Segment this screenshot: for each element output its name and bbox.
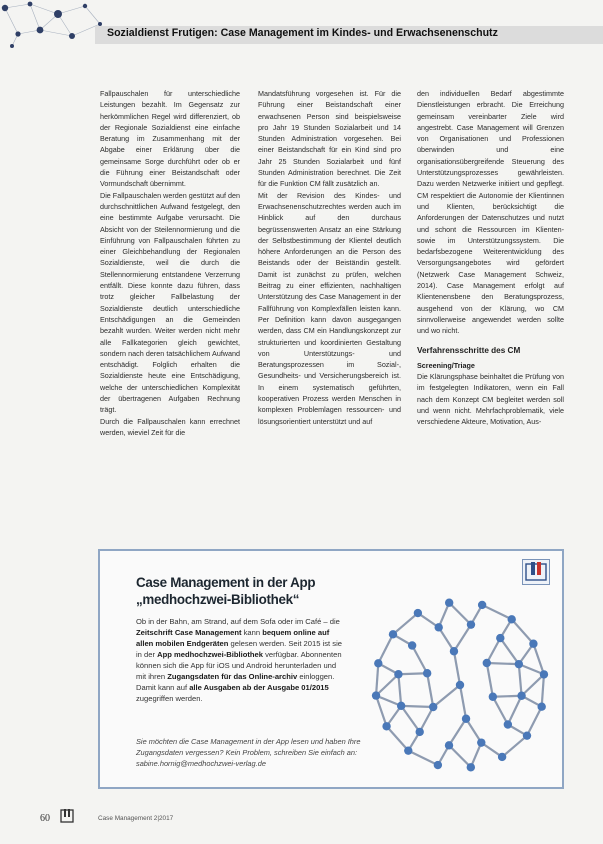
network-node (456, 681, 464, 689)
network-edge (454, 625, 471, 652)
subheading: Screening/Triage (417, 360, 475, 370)
section-heading: Verfahrensschritte des CM (417, 345, 521, 355)
network-node (374, 659, 382, 667)
paragraph: Mit der Revision des Kindes- und Erwachsenenschutzrechtes werden auch im Hinblick auf den durchaus begrüssenswerten Ansatz an eine Stärkung der Selbstbestimmung der Klientel deutlich höhere Anforderungen an die Person des Beistands oder der Beiständin gestellt. Damit ist zunächst zu prüfen, welchen Beitrag zu einer effizienten, nachhaltigen Unterstützung des Case Management in der Fallführung von Komplexfällen leisten kann. Per Definition kann davon ausgegangen werden, dass CM ein Handlungskonzept zur strukturierten und koordinierten Gestaltung von Unterstützungs- und Beratungsprozessen im Sozial-, Gesundheits- und Versicherungsbereich ist. In einem systematisch geführten, kooperativen Prozess werden Menschen in komplexen Problemlagen ressourcen- und lösungsorientiert unterstützt und auf (258, 190, 401, 426)
ad-title: Case Management in der App „medhochzwei-Bibliothek“ (136, 575, 316, 607)
network-node (445, 599, 453, 607)
network-node (429, 703, 437, 711)
network-node (404, 746, 412, 754)
network-node (414, 609, 422, 617)
paragraph: Fallpauschalen für unterschiedliche Leistungen bezahlt. Im Gegensatz zur herkömmlichen Regel wird differenziert, ob der Regionale Sozialdienst eine einfache Beratung im Zusammenhang mit der Abgabe einer Erklärung über die gemeinsame Sorge durchführt oder ob er die Führung einer Beistandschaft oder Vormundschaft übernimmt. (100, 89, 240, 189)
network-node (498, 753, 506, 761)
network-node (382, 722, 390, 730)
network-edge (387, 726, 409, 750)
network-node (517, 692, 525, 700)
network-node (477, 738, 485, 746)
network-edge (482, 605, 512, 619)
network-node (529, 640, 537, 648)
network-edge (512, 619, 534, 643)
network-edge (500, 638, 519, 664)
network-edge (433, 685, 460, 707)
network-edge (542, 674, 544, 706)
network-node (508, 615, 516, 623)
network-edge (502, 736, 527, 757)
network-node (467, 620, 475, 628)
page-number: 60 (40, 813, 50, 824)
network-edge (487, 663, 493, 697)
paragraph: Durch die Fallpauschalen kann errechnet werden, wieviel Zeit für die (100, 416, 240, 437)
paragraph: Die Klärungsphase beinhaltet die Prüfung von im festgelegten Indikatoren, wenn ein Fall nach dem Konzept CM begleitet werden soll und wenn nicht. Mehrfachproblematik, viele verschiedene Akteure, Motivation, Aus- (417, 372, 564, 427)
network-edge (412, 646, 427, 674)
network-node (397, 702, 405, 710)
network-edge (527, 707, 542, 736)
network-node (478, 601, 486, 609)
network-node (467, 763, 475, 771)
network-edge (449, 603, 471, 625)
network-edge (427, 673, 433, 707)
network-edge (398, 674, 401, 706)
network-edge (460, 685, 466, 719)
network-node (389, 630, 397, 638)
network-edge (508, 696, 522, 725)
ad-contact-note: Sie möchten die Case Management in der App lesen und haben Ihre Zugangsdaten vergessen? Kein Problem, schreiben Sie einfach an: sabine.hornig@medhochzwei-verlag.de (136, 737, 361, 768)
network-node (489, 693, 497, 701)
network-edge (493, 696, 522, 697)
network-edge (449, 719, 466, 746)
paragraph: Die Fallpauschalen werden gestützt auf den durchschnittlichen Aufwand festgelegt, den eine bestimmte Aufgabe verursacht. Die Absicht von der Steilennormierung und die Einführung von Fallpauschalen führten zu einer Gleichbehandlung der Regionalen Sozialdienste, weil die durch die Stellennormierung entstandene Verzerrung entfällt. Diese konnte dazu führen, dass trotz gleicher Fallbelastung der Sozialdienste deutlich unterschiedliche Entschädigungen an die Gemeinden bezahlt wurden. Weiter werden nicht mehr alle Fallkategorien gleich gewichtet, sondern nach deren tatsächlichem Aufwand entschädigt. Folglich erhalten die Sozialdienste heute eine Entschädigung, welche der unterschiedlichen Komplexität der übertragenen Aufgaben Rechnung trägt. (100, 190, 240, 415)
network-edge (454, 651, 460, 685)
app-library-icon (522, 559, 550, 585)
network-node (450, 647, 458, 655)
network-edge (398, 673, 427, 674)
network-node (434, 761, 442, 769)
network-edge (401, 706, 433, 707)
network-node (504, 720, 512, 728)
text-column-3 (417, 88, 564, 428)
network-edge (522, 674, 544, 695)
network-edge (449, 745, 471, 767)
network-edge (393, 613, 418, 634)
network-edge (378, 634, 393, 663)
page-header (0, 0, 603, 48)
paragraph: den individuellen Bedarf abgestimmte Dienstleistungen erbracht. Die Erreichung gemeinsam vereinbarter Ziele wird angestrebt. Case Management will Grenzen von Organisationen und Professionen überwinden und eine organisationsübergreifende Steuerung des Unterstützungsprozesses gewährleisten. Dazu werden Netzwerke initiiert und gepflegt. CM respektiert die Autonomie der Klientinnen und Klienten, berücksichtigt die Anforderungen der Datenschutzes und nutzt und schont die Ressourcen im Klienten- sowie im Unterstützungssystem. Die bedarfsbezogene Weiterentwicklung des Versorgungsangebotes wird gefördert (Netzwerk Case Management Schweiz, 2014). Case Management erfolgt auf Klientenensbene den Beratungsprozess, ausgehend von der Klärung, wo CM sinnvollerweise angewendet werden sollte und wo nicht. (417, 89, 564, 336)
network-node (540, 670, 548, 678)
network-edge (376, 674, 398, 695)
network-node (483, 659, 491, 667)
journal-name: Case Management 2|2017 (98, 815, 174, 822)
network-edge (487, 638, 501, 663)
network-edge (493, 697, 508, 725)
network-edge (401, 706, 420, 732)
network-node (537, 702, 545, 710)
network-node (408, 641, 416, 649)
magazine-logo-icon (60, 809, 74, 823)
fullerene-network-illustration (340, 583, 562, 783)
network-edge (487, 663, 519, 664)
network-node (435, 623, 443, 631)
network-edge (519, 664, 522, 696)
network-node (415, 728, 423, 736)
network-node (496, 634, 504, 642)
network-node (394, 670, 402, 678)
network-node (445, 741, 453, 749)
app-advertisement-box (98, 549, 564, 789)
text-column-2 (258, 88, 401, 427)
text-column-1 (100, 88, 240, 438)
network-node (462, 715, 470, 723)
network-edge (466, 719, 481, 743)
network-node (515, 660, 523, 668)
running-header-title: Sozialdienst Frutigen: Case Management im Kindes- und Erwachsenenschutz (107, 27, 498, 39)
network-node (423, 669, 431, 677)
ad-body-text: Ob in der Bahn, am Strand, auf dem Sofa oder im Café – die Zeitschrift Case Management kann bequem online auf allen mobilen Endgeräten gelesen werden. Seit 2015 ist sie in der App medhochzwei-Bibliothek verfügbar. Abonnenten können sich die App für iOS und Android herunterladen und mit ihren Zugangsdaten für das Online-archiv einloggen. Damit kann auf alle Ausgaben ab der Ausgabe 01/2015 zugegriffen werden. (136, 617, 342, 703)
network-edge (376, 663, 378, 695)
network-node (523, 731, 531, 739)
network-node (372, 691, 380, 699)
paragraph: Mandatsführung vorgesehen ist. Für die Führung einer Beistandschaft einer erwachsenen Person sind beispielsweise pro Jahr 19 Stunden Sozialarbeit und 14 Stunden Administration vorgesehen. Bei einer Beistandschaft für ein Kind sind pro Jahr 25 Stunden Sozialarbeit und fünf Stunden Administration berechnet. Die Zeit für die Funktion CM fällt zusätzlich an. (258, 89, 401, 189)
network-edge (439, 627, 454, 651)
network-edge (420, 707, 434, 732)
network-edge (408, 751, 438, 765)
network-logo-icon (0, 0, 105, 48)
